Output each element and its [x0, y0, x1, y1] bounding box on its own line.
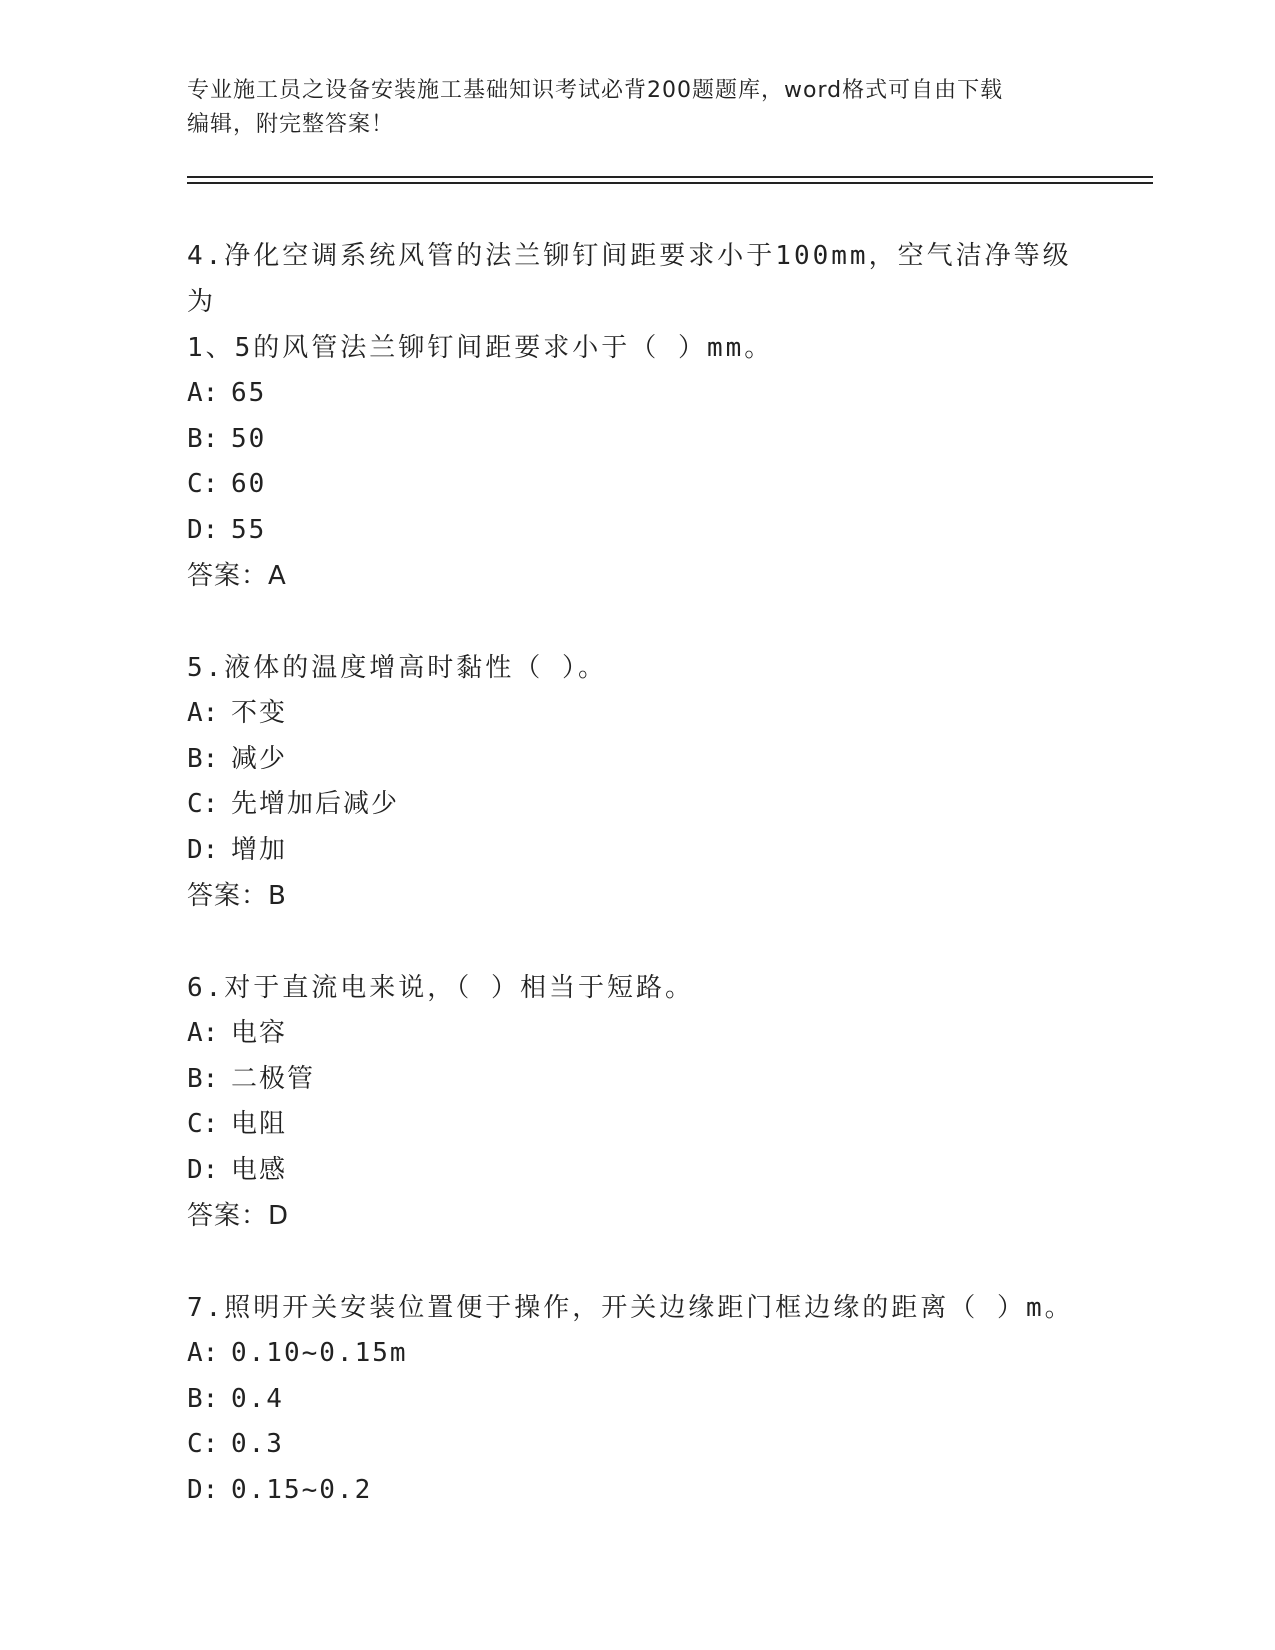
option-c: C: 电阻: [187, 1109, 288, 1139]
option-a: A: 电容: [187, 1018, 288, 1048]
option-a: A: 65: [187, 378, 267, 408]
question-text-line: 4.净化空调系统风管的法兰铆钉间距要求小于100mm，空气洁净等级为: [187, 241, 1072, 317]
question-text-line: 1、5的风管法兰铆钉间距要求小于（ ）mm。: [187, 333, 774, 363]
answer-line: 答案：A: [187, 561, 287, 591]
question-list: [187, 233, 1087, 1559]
document-header: [187, 74, 1087, 142]
header-divider-bottom: [187, 182, 1153, 184]
option-c: C: 0.3: [187, 1429, 284, 1459]
option-d: D: 0.15~0.2: [187, 1474, 373, 1505]
option-d: D: 55: [187, 514, 267, 545]
option-c: C: 60: [187, 469, 267, 499]
option-b: B: 50: [187, 423, 267, 454]
answer-line: 答案：D: [187, 1201, 290, 1231]
option-a: A: 0.10~0.15m: [187, 1338, 408, 1368]
option-b: B: 二极管: [187, 1063, 316, 1094]
question-text-line: 5.液体的温度增高时黏性（ ）。: [187, 653, 607, 683]
option-d: D: 增加: [187, 834, 288, 865]
option-c: C: 先增加后减少: [187, 789, 400, 819]
question-text-line: 7.照明开关安装位置便于操作，开关边缘距门框边缘的距离（ ）m。: [187, 1293, 1074, 1323]
option-d: D: 电感: [187, 1154, 288, 1185]
question-7: [187, 1285, 1087, 1513]
option-a: A: 不变: [187, 698, 288, 728]
question-5: [187, 645, 1087, 919]
option-b: B: 0.4: [187, 1383, 284, 1414]
question-4: [187, 233, 1087, 599]
header-title-line-1: 专业施工员之设备安装施工基础知识考试必背200题题库，word格式可自由下载: [187, 78, 1004, 103]
question-text-line: 6.对于直流电来说，（ ）相当于短路。: [187, 973, 694, 1003]
answer-line: 答案：B: [187, 881, 287, 911]
option-b: B: 减少: [187, 743, 288, 774]
question-6: [187, 965, 1087, 1239]
header-title-line-2: 编辑，附完整答案！: [187, 112, 395, 137]
header-divider-top: [187, 176, 1153, 178]
